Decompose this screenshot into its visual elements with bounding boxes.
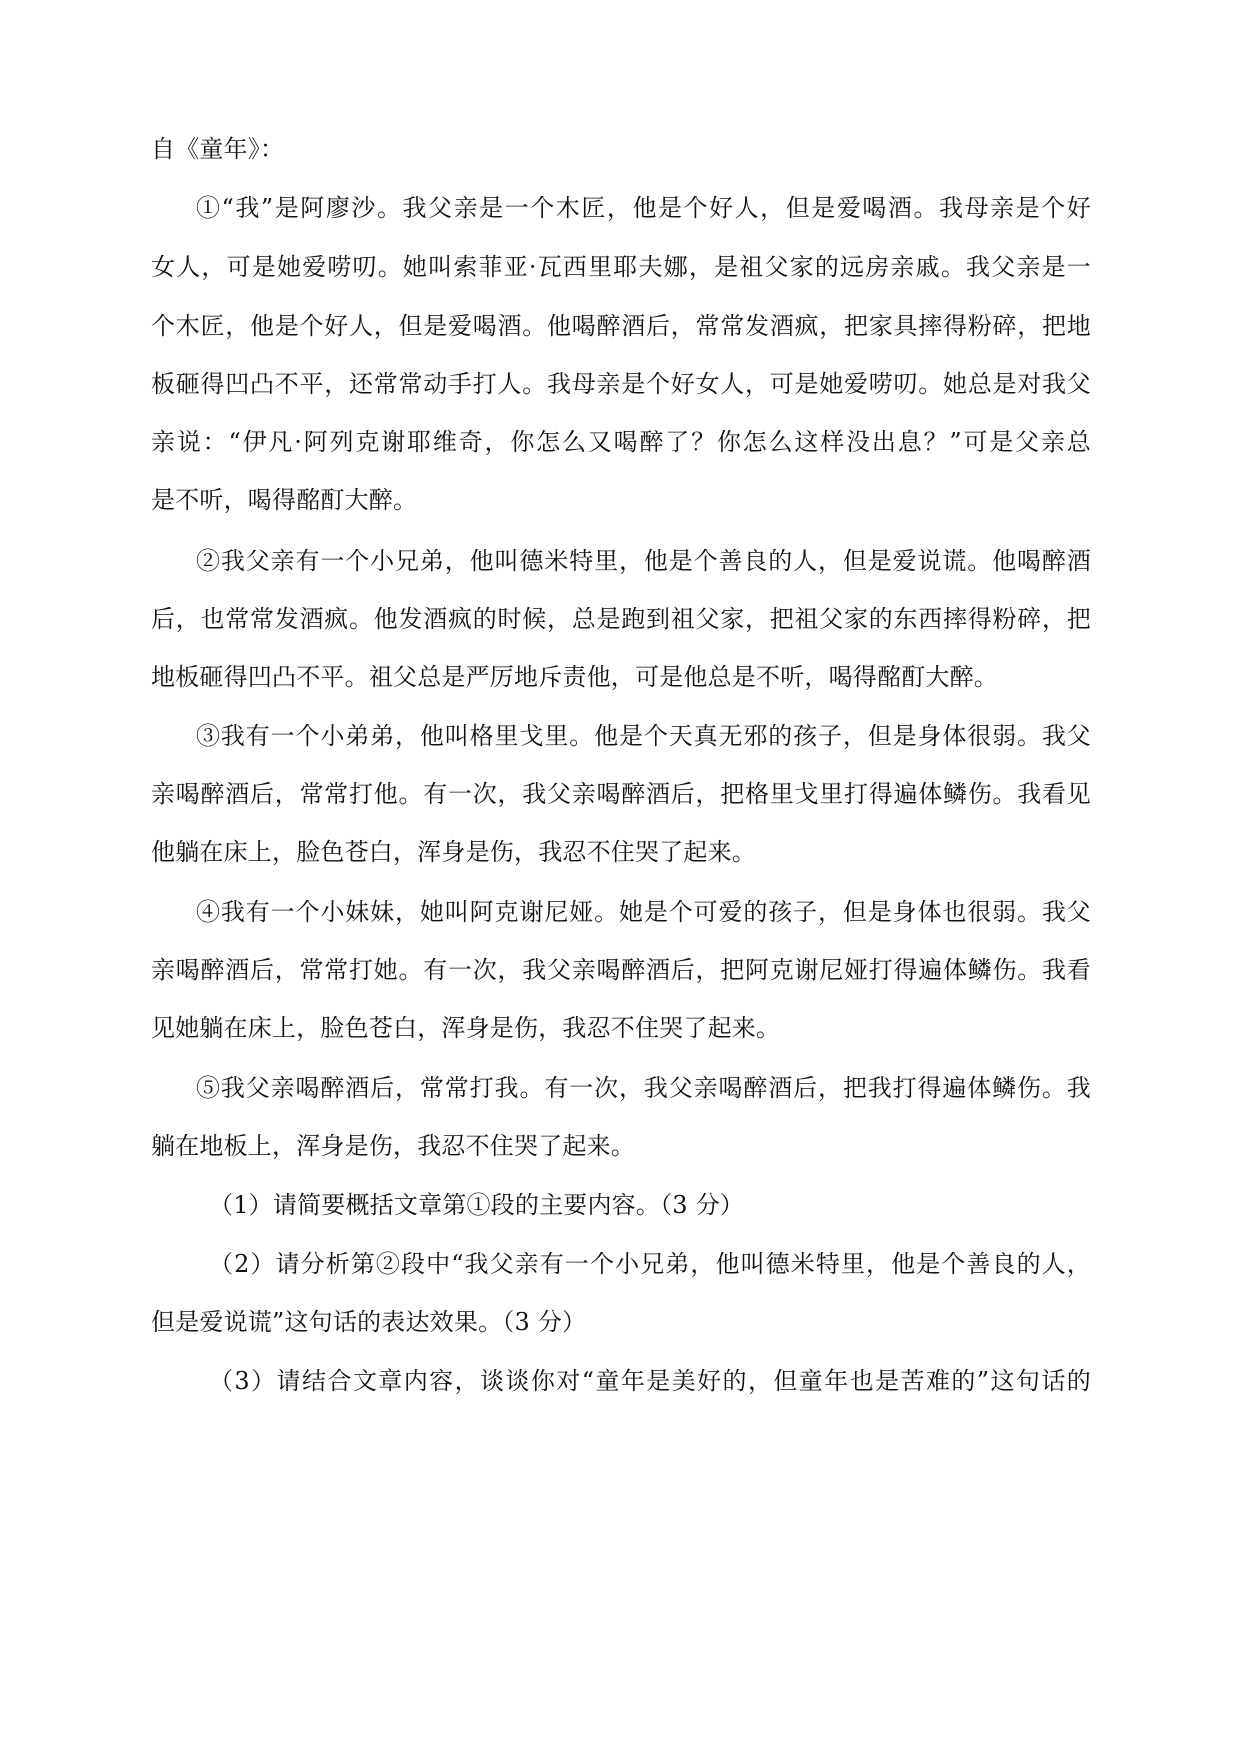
paragraph-1-line-4: 板砸得凹凸不平，还常常动手打人。我母亲是个好女人，可是她爱唠叨。她总是对我父 xyxy=(151,370,1091,398)
question-3-line-1: （3）请结合文章内容，谈谈你对“童年是美好的，但童年也是苦难的”这句话的 xyxy=(209,1367,1091,1395)
paragraph-1-line-3: 个木匠，他是个好人，但是爱喝酒。他喝醉酒后，常常发酒疯，把家具摔得粉碎，把地 xyxy=(151,312,1091,340)
intro-line: 自《童年》： xyxy=(151,135,285,163)
paragraph-4-line-2: 亲喝醉酒后，常常打她。有一次，我父亲喝醉酒后，把阿克谢尼娅打得遍体鳞伤。我看 xyxy=(151,956,1091,984)
paragraph-3-line-3: 他躺在床上，脸色苍白，浑身是伤，我忍不住哭了起来。 xyxy=(151,838,756,866)
document-page xyxy=(151,0,1091,1754)
paragraph-1-line-6: 是不听，喝得酩酊大醉。 xyxy=(151,486,418,514)
paragraph-3-line-2: 亲喝醉酒后，常常打他。有一次，我父亲喝醉酒后，把格里戈里打得遍体鳞伤。我看见 xyxy=(151,780,1091,808)
paragraph-4-line-3: 见她躺在床上，脸色苍白，浑身是伤，我忍不住哭了起来。 xyxy=(151,1014,781,1042)
paragraph-1-line-2: 女人，可是她爱唠叨。她叫索菲亚·瓦西里耶夫娜，是祖父家的远房亲戚。我父亲是一 xyxy=(151,253,1091,281)
question-2-line-1: （2）请分析第②段中“我父亲有一个小兄弟，他叫德米特里，他是个善良的人， xyxy=(209,1250,1091,1278)
paragraph-2-line-1: ②我父亲有一个小兄弟，他叫德米特里，他是个善良的人，但是爱说谎。他喝醉酒 xyxy=(196,547,1091,575)
paragraph-1-line-5: 亲说：“伊凡·阿列克谢耶维奇，你怎么又喝醉了？你怎么这样没出息？”可是父亲总 xyxy=(151,428,1091,456)
paragraph-3-line-1: ③我有一个小弟弟，他叫格里戈里。他是个天真无邪的孩子，但是身体很弱。我父 xyxy=(196,722,1091,750)
paragraph-1-line-1: ①“我”是阿廖沙。我父亲是一个木匠，他是个好人，但是爱喝酒。我母亲是个好 xyxy=(196,194,1091,222)
paragraph-2-line-3: 地板砸得凹凸不平。祖父总是严厉地斥责他，可是他总是不听，喝得酩酊大醉。 xyxy=(151,663,998,691)
paragraph-4-line-1: ④我有一个小妹妹，她叫阿克谢尼娅。她是个可爱的孩子，但是身体也很弱。我父 xyxy=(196,898,1091,926)
question-2-line-2: 但是爱说谎”这句话的表达效果。（3 分） xyxy=(151,1308,587,1336)
paragraph-2-line-2: 后，也常常发酒疯。他发酒疯的时候，总是跑到祖父家，把祖父家的东西摔得粉碎，把 xyxy=(151,605,1091,633)
paragraph-5-line-1: ⑤我父亲喝醉酒后，常常打我。有一次，我父亲喝醉酒后，把我打得遍体鳞伤。我 xyxy=(196,1074,1091,1102)
question-1-line-1: （1）请简要概括文章第①段的主要内容。（3 分） xyxy=(209,1191,744,1219)
paragraph-5-line-2: 躺在地板上，浑身是伤，我忍不住哭了起来。 xyxy=(151,1132,635,1160)
